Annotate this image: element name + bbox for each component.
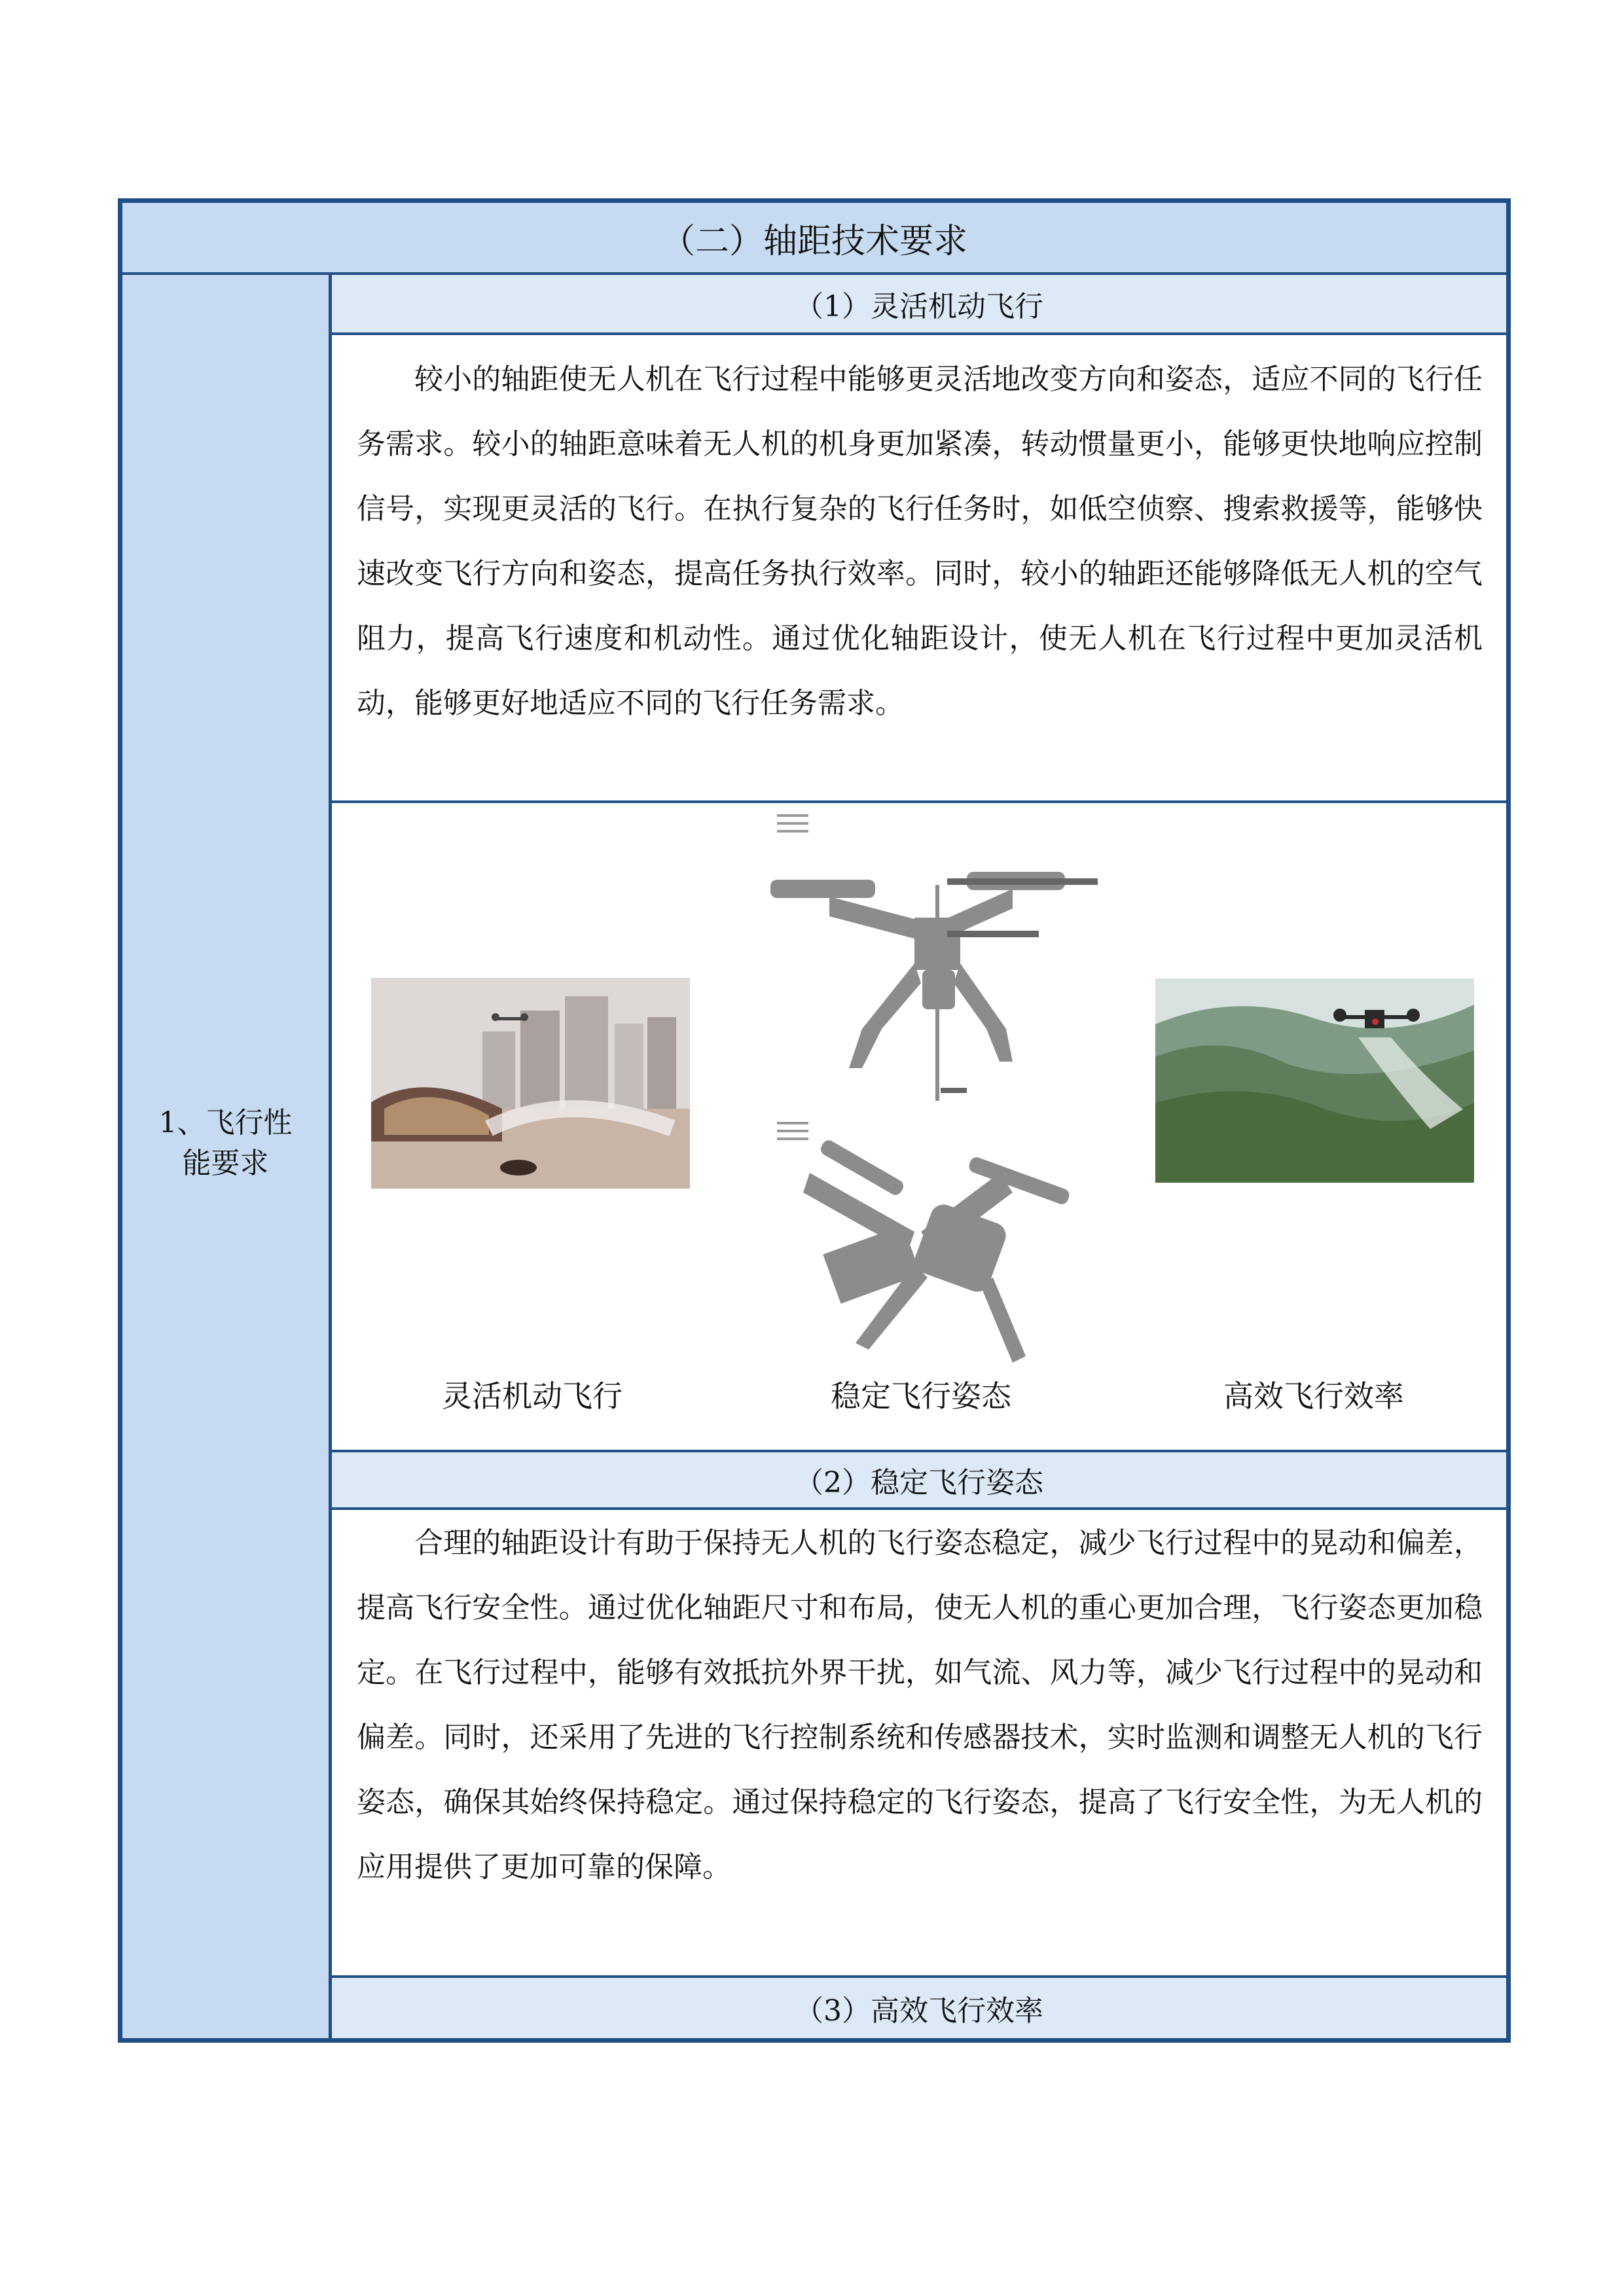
caption-agile: 灵活机动飞行 — [442, 1378, 623, 1414]
section3-heading: （3）高效飞行效率 — [332, 1975, 1506, 2038]
caption-stable: 稳定飞行姿态 — [831, 1378, 1011, 1414]
agile-flight-photo — [371, 978, 690, 1189]
category-cell — [122, 275, 332, 2038]
section1-body: 较小的轴距使无人机在飞行过程中能够更灵活地改变方向和姿态，适应不同的飞行任务需求。较小的轴距意味着无人机的机身更加紧凑，转动惯量更小，能够更快地响应控制信号，实现更灵活的飞行。在执行复杂的飞行任务时，如低空侦察、搜索救援等，能够快速改变飞行方向和姿态，提高任务执行效率。同时，较小的轴距还能够降低无人机的空气阻力，提高飞行速度和机动性。通过优化轴距设计，使无人机在飞行过程中更加灵活机动，能够更好地适应不同的飞行任务需求。 — [357, 363, 1483, 720]
content-column — [332, 275, 1506, 2038]
section1-heading: （1）灵活机动飞行 — [332, 275, 1506, 335]
category-label: 1、飞行性 能要求 — [158, 1106, 293, 1180]
section2-body: 合理的轴距设计有助于保持无人机的飞行姿态稳定，减少飞行过程中的晃动和偏差，提高飞行安全性。通过优化轴距尺寸和布局，使无人机的重心更加合理，飞行姿态更加稳定。在飞行过程中，能够有效抵抗外界干扰，如气流、风力等，减少飞行过程中的晃动和偏差。同时，还采用了先进的飞行控制系统和传感器技术，实时监测和调整无人机的飞行姿态，确保其始终保持稳定。通过保持稳定的飞行姿态，提高了飞行安全性，为无人机的应用提供了更加可靠的保障。 — [357, 1526, 1483, 1884]
table-title: （二）轴距技术要求 — [122, 203, 1506, 275]
caption-efficient: 高效飞行效率 — [1223, 1378, 1404, 1414]
image-row — [332, 803, 1506, 1452]
spec-table — [118, 198, 1511, 2043]
stable-attitude-diagram — [751, 806, 1117, 1382]
efficient-flight-photo — [1155, 978, 1474, 1183]
section2-heading: （2）稳定飞行姿态 — [332, 1450, 1506, 1510]
